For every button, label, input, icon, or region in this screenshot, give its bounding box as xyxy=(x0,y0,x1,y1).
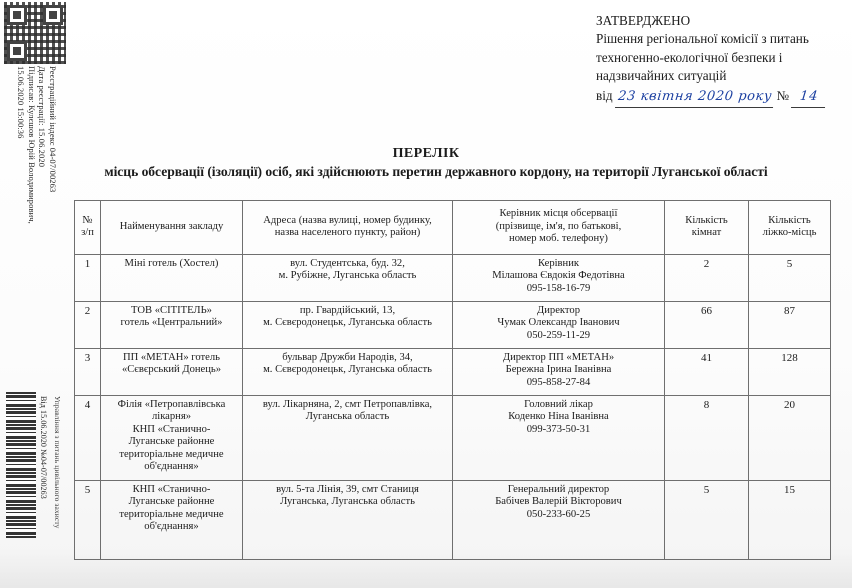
cell-number: 4 xyxy=(75,396,101,481)
cell-number: 1 xyxy=(75,255,101,302)
registration-stamp-top xyxy=(16,66,58,224)
approval-line-2: техногенно-екологічної безпеки і xyxy=(596,49,783,65)
table-row xyxy=(75,349,831,396)
cell-name: Міні готель (Хостел) xyxy=(101,255,243,302)
table-body xyxy=(75,255,831,560)
column-header-number: № з/п xyxy=(75,201,101,255)
qr-code-icon xyxy=(4,2,66,64)
table-row xyxy=(75,481,831,560)
registration-signed-at: 15.06.2020 15:00:36 xyxy=(16,66,27,139)
approval-date-value: 23 квітня 2020 року xyxy=(615,88,775,108)
approval-number-prefix: № xyxy=(776,87,790,103)
registration-date: Дата реєстрації: 15.06.2020 xyxy=(37,66,48,168)
page-subtitle: місць обсервації (ізоляції) осіб, які здійснюють перетин державного кордону, на території Луганської області xyxy=(104,164,768,179)
cell-beds: 20 xyxy=(749,396,831,481)
column-header-address: Адреса (назва вулиці, номер будинку, назва населеного пункту, район) xyxy=(243,201,453,255)
cell-rooms: 5 xyxy=(665,481,749,560)
cell-number: 3 xyxy=(75,349,101,396)
cell-beds: 15 xyxy=(749,481,831,560)
cell-beds: 128 xyxy=(749,349,831,396)
issuing-organization: Управління з питань цивільного захисту xyxy=(53,396,62,529)
barcode-icon xyxy=(6,392,36,538)
column-header-beds: Кількість ліжко-місць xyxy=(749,201,831,255)
cell-name: ТОВ «СІТІТЕЛЬ» готель «Центральний» xyxy=(101,302,243,349)
approval-date-prefix: від xyxy=(596,87,613,103)
cell-manager: Головний лікар Коденко Ніна Іванівна 099-373-50-31 xyxy=(453,396,665,481)
cell-address: вул. Студентська, буд. 32, м. Рубіжне, Луганська область xyxy=(243,255,453,302)
table-row xyxy=(75,396,831,481)
registration-signer: Підписав: Кулєшов Юрій Володимирович, xyxy=(27,66,37,224)
cell-address: пр. Гвардійський, 13, м. Сєвєродонецьк, Луганська область xyxy=(243,302,453,349)
cell-number: 5 xyxy=(75,481,101,560)
registration-index: Реєстраційний індекс 04-07/00263 xyxy=(48,66,58,193)
approval-number-value: 14 xyxy=(791,88,827,108)
table-row xyxy=(75,255,831,302)
table-header-row xyxy=(75,201,831,255)
column-header-name: Найменування закладу xyxy=(101,201,243,255)
outgoing-number: Від 15.06.2020 №04-07/00263 xyxy=(39,396,48,499)
table-row xyxy=(75,302,831,349)
cell-rooms: 8 xyxy=(665,396,749,481)
approval-line-1: Рішення регіональної комісії з питань xyxy=(596,31,809,47)
column-header-manager: Керівник місця обсервації (прізвище, ім'я, по батькові, номер моб. телефону) xyxy=(453,201,665,255)
approval-line-3: надзвичайних ситуацій xyxy=(596,68,727,84)
cell-manager: Генеральний директор Бабічев Валерій Вікторович 050-233-60-25 xyxy=(453,481,665,560)
page-title: ПЕРЕЛІК xyxy=(392,146,460,161)
cell-name: ПП «МЕТАН» готель «Сєвєрський Донець» xyxy=(101,349,243,396)
cell-address: вул. 5-та Лінія, 39, смт Станиця Луганська, Луганська область xyxy=(243,481,453,560)
cell-beds: 87 xyxy=(749,302,831,349)
approval-block xyxy=(596,12,846,108)
cell-address: бульвар Дружби Народів, 34, м. Сєвєродонецьк, Луганська область xyxy=(243,349,453,396)
approval-date-row xyxy=(596,87,846,108)
cell-rooms: 66 xyxy=(665,302,749,349)
cell-rooms: 41 xyxy=(665,349,749,396)
observation-places-table xyxy=(74,200,831,560)
approval-heading: ЗАТВЕРДЖЕНО xyxy=(596,13,691,28)
cell-name: КНП «Станично- Луганське районне територіальне медичне об'єднання» xyxy=(101,481,243,560)
cell-address: вул. Лікарняна, 2, смт Петропавлівка, Луганська область xyxy=(243,396,453,481)
cell-beds: 5 xyxy=(749,255,831,302)
cell-manager: Керівник Мілашова Євдокія Федотівна 095-158-16-79 xyxy=(453,255,665,302)
cell-manager: Директор Чумак Олександр Іванович 050-259-11-29 xyxy=(453,302,665,349)
cell-name: Філія «Петропавлівська лікарня» КНП «Станично- Луганське районне територіальне медичне об'єднання» xyxy=(101,396,243,481)
column-header-rooms: Кількість кімнат xyxy=(665,201,749,255)
cell-rooms: 2 xyxy=(665,255,749,302)
cell-manager: Директор ПП «МЕТАН» Бережна Ірина Іванівна 095-858-27-84 xyxy=(453,349,665,396)
cell-number: 2 xyxy=(75,302,101,349)
